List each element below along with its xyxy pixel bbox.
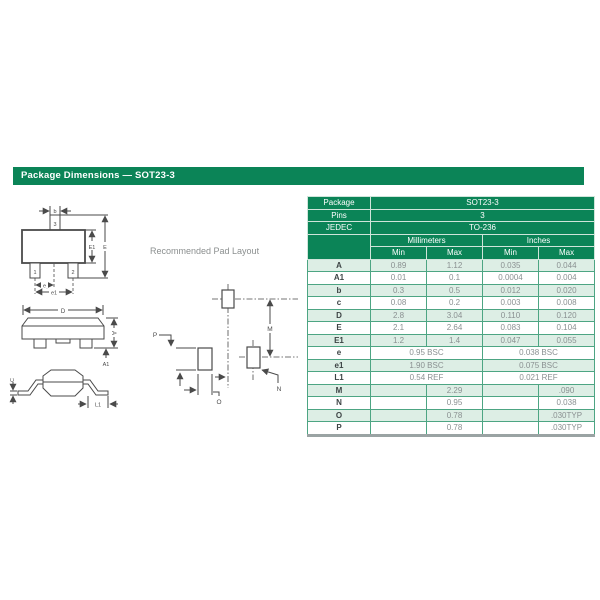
value-cell: 2.8 [371,309,427,322]
value-cell: 1.90 BSC [371,359,483,372]
dim-P-label: P [152,332,158,339]
value-cell [483,397,539,410]
section-title: Package Dimensions — SOT23-3 [21,170,175,181]
value-cell [483,384,539,397]
value-cell: 1.2 [371,334,427,347]
side-view-drawing [22,305,119,358]
value-cell: 0.038 BSC [483,347,595,360]
dim-cell: e [308,347,371,360]
front-view-drawing [10,370,118,408]
package-label: Package [308,197,371,210]
dimension-table-container [307,196,595,437]
dim-b-label: b [53,209,57,215]
corner-cell [308,234,371,259]
dim-cell: N [308,397,371,410]
value-cell: 3.04 [427,309,483,322]
value-cell: 0.95 BSC [371,347,483,360]
table-row [308,272,595,285]
value-cell: 0.78 [427,409,483,422]
pins-value: 3 [371,209,595,222]
value-cell: 0.54 REF [371,372,483,385]
value-cell: 0.047 [483,334,539,347]
value-cell: 1.4 [427,334,483,347]
dim-O-label: O [216,399,222,406]
dim-cell: E [308,322,371,335]
value-cell: 0.01 [371,272,427,285]
table-row-pins [308,209,595,222]
pin-3-label: 3 [53,222,57,228]
value-cell [371,384,427,397]
value-cell: 0.110 [483,309,539,322]
pad-layout-caption: Recommended Pad Layout [150,246,260,256]
dim-L1-label: L1 [94,402,102,409]
table-row [308,297,595,310]
value-cell: 0.2 [427,297,483,310]
dim-e-label: e [42,283,47,290]
table-row [308,384,595,397]
value-cell: 0.08 [371,297,427,310]
dim-cell: P [308,422,371,436]
package-drawings [8,190,300,422]
dim-cell: O [308,409,371,422]
value-cell: 1.12 [427,259,483,272]
dim-cell: b [308,284,371,297]
dim-cell: D [308,309,371,322]
value-cell: 0.89 [371,259,427,272]
value-cell [483,409,539,422]
dim-cell: M [308,384,371,397]
value-cell [371,397,427,410]
dim-M-label: M [267,326,273,333]
table-row [308,409,595,422]
value-cell: 0.012 [483,284,539,297]
table-row [308,334,595,347]
value-cell: 0.055 [539,334,595,347]
mm-min-header: Min [371,247,427,260]
value-cell: 0.95 [427,397,483,410]
value-cell: .030TYP [539,409,595,422]
value-cell: 0.035 [483,259,539,272]
in-max-header: Max [539,247,595,260]
table-row-package [308,197,595,210]
top-view-drawing [22,206,109,295]
value-cell: 0.021 REF [483,372,595,385]
value-cell: 0.038 [539,397,595,410]
value-cell: 0.104 [539,322,595,335]
pad-layout-labels [153,326,282,406]
dim-cell: e1 [308,359,371,372]
value-cell: .090 [539,384,595,397]
value-cell [371,422,427,436]
pin-1-label: 1 [33,270,37,276]
millimeters-header: Millimeters [371,234,483,247]
value-cell: 0.0004 [483,272,539,285]
jedec-value: TO-236 [371,222,595,235]
table-row [308,322,595,335]
value-cell: .030TYP [539,422,595,436]
value-cell: 0.120 [539,309,595,322]
dim-e1-label: e1 [50,290,58,297]
table-row-units [308,234,595,247]
value-cell: 0.083 [483,322,539,335]
value-cell: 0.004 [539,272,595,285]
value-cell: 0.020 [539,284,595,297]
dim-cell: c [308,297,371,310]
dim-A1-label: A1 [102,362,110,368]
dimension-table [307,196,595,437]
jedec-label: JEDEC [308,222,371,235]
mm-max-header: Max [427,247,483,260]
table-row [308,397,595,410]
dim-cell: E1 [308,334,371,347]
value-cell: 2.1 [371,322,427,335]
value-cell: 2.64 [427,322,483,335]
table-row-jedec [308,222,595,235]
value-cell: 0.044 [539,259,595,272]
dim-E1-label: E1 [88,245,96,251]
table-row [308,259,595,272]
value-cell: 0.78 [427,422,483,436]
value-cell: 0.5 [427,284,483,297]
value-cell: 0.075 BSC [483,359,595,372]
dim-E-label: E [103,245,107,251]
pin-2-label: 2 [71,270,75,276]
dim-cell: A1 [308,272,371,285]
value-cell: 2.29 [427,384,483,397]
pad-layout-drawing [159,284,298,396]
table-row [308,309,595,322]
table-row [308,347,595,360]
section-title-bar [13,167,584,185]
value-cell [483,422,539,436]
dim-D-label: D [60,309,66,315]
table-row [308,372,595,385]
value-cell [371,409,427,422]
package-value: SOT23-3 [371,197,595,210]
table-row [308,284,595,297]
dim-N-label: N [276,386,282,393]
value-cell: 0.008 [539,297,595,310]
value-cell: 0.1 [427,272,483,285]
value-cell: 0.3 [371,284,427,297]
inches-header: Inches [483,234,595,247]
dim-C-label: C [10,378,16,382]
value-cell: 0.003 [483,297,539,310]
dim-A-label: A [110,330,116,336]
table-row [308,359,595,372]
in-min-header: Min [483,247,539,260]
table-row [308,422,595,436]
pins-label: Pins [308,209,371,222]
dim-cell: A [308,259,371,272]
dim-cell: L1 [308,372,371,385]
